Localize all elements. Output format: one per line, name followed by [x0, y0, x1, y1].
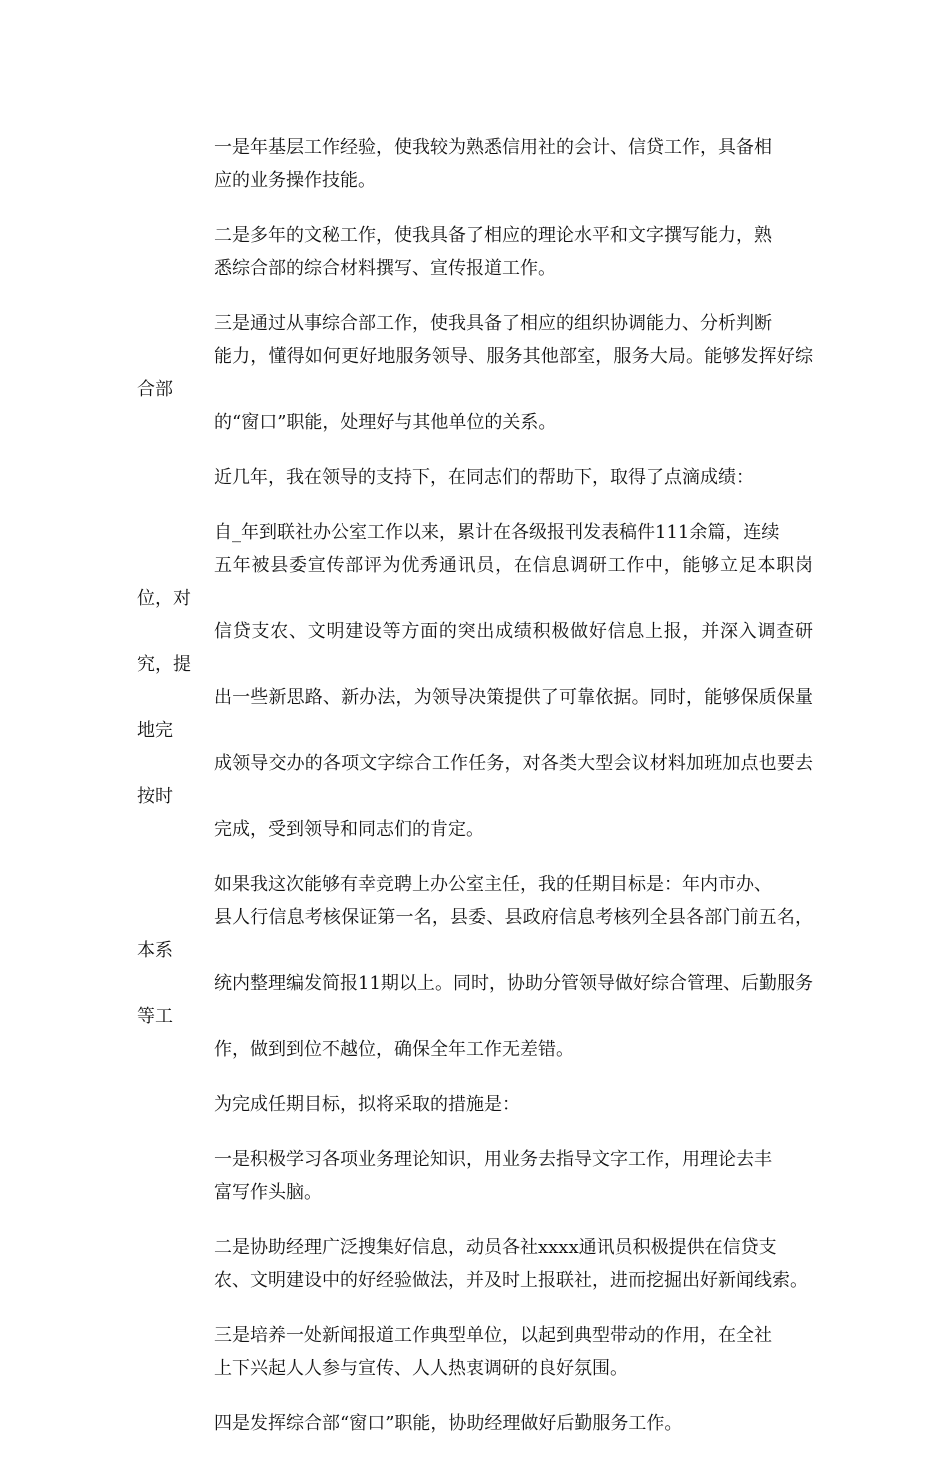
text-line: 成领导交办的各项文字综合工作任务，对各类大型会议材料加班加点也要去按时 [137, 753, 813, 807]
text-line: 富写作头脑。 [214, 1182, 322, 1203]
text-line: 统内整理编发简报11期以上。同时，协助分管领导做好综合管理、后勤服务等工 [137, 973, 813, 1027]
paragraph-measure-2 [137, 1231, 813, 1297]
text-line: 上下兴起人人参与宣传、人人热衷调研的良好氛围。 [214, 1358, 628, 1379]
text-line: 四是发挥综合部“窗口”职能，协助经理做好后勤服务工作。 [214, 1413, 683, 1434]
paragraph-measure-3 [137, 1319, 813, 1385]
text-line: 为完成任期目标，拟将采取的措施是： [214, 1094, 520, 1115]
paragraph-experience-grassroots [137, 131, 813, 197]
text-line: 二是协助经理广泛搜集好信息，动员各社xxxx通讯员积极提供在信贷支 [214, 1237, 777, 1258]
text-line: 三是通过从事综合部工作，使我具备了相应的组织协调能力、分析判断 [214, 313, 772, 334]
text-line: 如果我这次能够有幸竞聘上办公室主任，我的任期目标是：年内市办、 [214, 874, 772, 895]
paragraph-term-goals [137, 868, 813, 1066]
text-line: 能力，懂得如何更好地服务领导、服务其他部室，服务大局。能够发挥好综合部 [137, 346, 813, 400]
text-line: 应的业务操作技能。 [214, 170, 376, 191]
paragraph-measures-intro [137, 1088, 813, 1121]
text-line: 的“窗口”职能，处理好与其他单位的关系。 [214, 412, 557, 433]
text-line: 信贷支农、文明建设等方面的突出成绩积极做好信息上报，并深入调查研究，提 [137, 621, 813, 675]
text-line: 五年被县委宣传部评为优秀通讯员，在信息调研工作中，能够立足本职岗位，对 [137, 555, 813, 609]
text-line: 一是积极学习各项业务理论知识，用业务去指导文字工作，用理论去丰 [214, 1149, 772, 1170]
paragraph-achievements-detail [137, 516, 813, 846]
text-line: 悉综合部的综合材料撰写、宣传报道工作。 [214, 258, 556, 279]
text-line: 作，做到到位不越位，确保全年工作无差错。 [214, 1039, 574, 1060]
text-line: 二是多年的文秘工作，使我具备了相应的理论水平和文字撰写能力，熟 [214, 225, 772, 246]
paragraph-measure-4 [137, 1407, 813, 1440]
paragraph-experience-secretary [137, 219, 813, 285]
document-body [137, 131, 813, 1462]
text-line: 三是培养一处新闻报道工作典型单位，以起到典型带动的作用，在全社 [214, 1325, 772, 1346]
text-line: 一是年基层工作经验，使我较为熟悉信用社的会计、信贷工作，具备相 [214, 137, 772, 158]
paragraph-experience-coordination [137, 307, 813, 439]
text-line: 农、文明建设中的好经验做法，并及时上报联社，进而挖掘出好新闻线索。 [214, 1270, 808, 1291]
text-line: 县人行信息考核保证第一名，县委、县政府信息考核列全县各部门前五名，本系 [137, 907, 813, 961]
text-line: 近几年，我在领导的支持下，在同志们的帮助下，取得了点滴成绩： [214, 467, 754, 488]
text-line: 出一些新思路、新办法，为领导决策提供了可靠依据。同时，能够保质保量地完 [137, 687, 813, 741]
text-line: 完成，受到领导和同志们的肯定。 [214, 819, 484, 840]
paragraph-achievements-intro [137, 461, 813, 494]
text-line: 自_年到联社办公室工作以来，累计在各级报刊发表稿件111余篇，连续 [214, 522, 780, 543]
paragraph-measure-1 [137, 1143, 813, 1209]
